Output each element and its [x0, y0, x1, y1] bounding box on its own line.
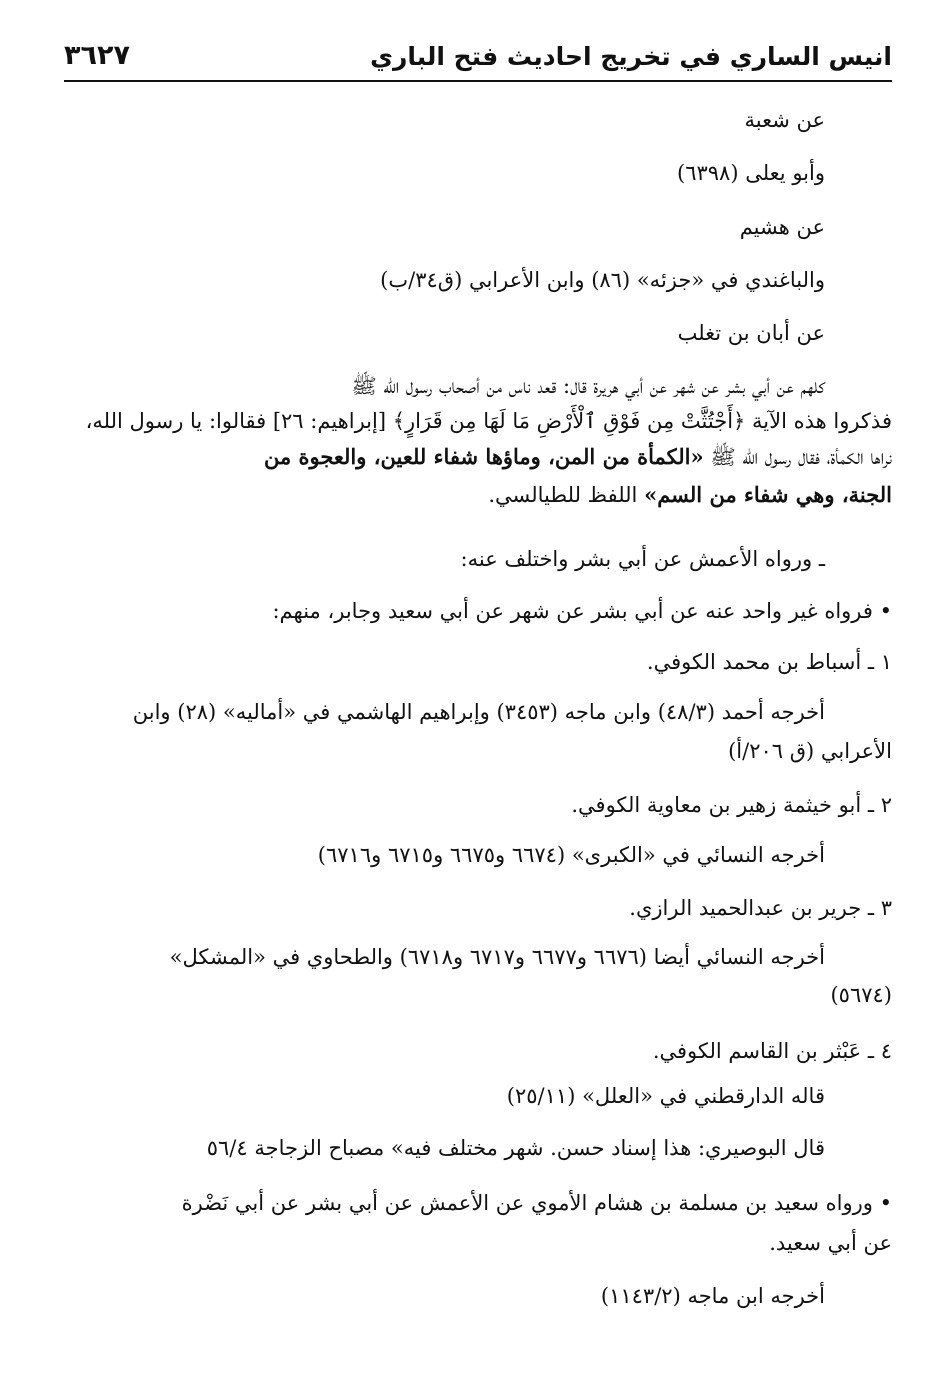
text-line: ١ ـ أسباط بن محمد الكوفي.	[646, 650, 892, 674]
text-line: كلهم عن أبي بشر عن شهر عن أبي هريرة قال: قعد ناس من أصحاب رسول الله ﷺ	[351, 374, 825, 398]
text-line: قاله الدارقطني في «العلل» (٢٥/١١)	[506, 1084, 825, 1108]
text-line: الأعرابي (ق ٢٠٦/أ)	[728, 739, 892, 763]
hadith-text: «الكمأة من المن، وماؤها شفاء للعين، والعجوة من	[263, 444, 704, 469]
text-line: عن أبي سعيد.	[769, 1231, 892, 1255]
text-segment: نراها الكمأة، فقال رسول الله ﷺ	[710, 445, 892, 469]
text-segment: اللفظ للطيالسي.	[488, 483, 638, 507]
text-line: • فرواه غير واحد عنه عن أبي بشر عن شهر عن أبي سعيد وجابر، منهم:	[272, 599, 892, 623]
text-line	[488, 480, 892, 510]
text-line: عن هشيم	[739, 215, 825, 239]
text-line: ٣ ـ جرير بن عبدالحميد الرازي.	[629, 896, 892, 920]
page-header	[64, 40, 892, 82]
text-line: عن أبان بن تغلب	[677, 321, 825, 345]
text-line: أخرجه النسائي أيضا (٦٦٧٦ و٦٦٧٧ و٦٧١٧ و٦٧١٨) والطحاوي في «المشكل»	[169, 945, 825, 969]
text-line: فذكروا هذه الآية ﴿أَجْتُثَّتْ مِن فَوْقِ ٱلْأَرْضِ مَا لَهَا مِن قَرَارٍ﴾ [إبراهيم: ٢٦] فقالوا: يا رسول الله،	[85, 409, 892, 433]
text-line: ـ ورواه الأعمش عن أبي بشر واختلف عنه:	[460, 547, 825, 571]
text-line: (٥٦٧٤)	[830, 983, 892, 1007]
text-line: والباغندي في «جزئه» (٨٦) وابن الأعرابي (ق٣٤/ب)	[380, 268, 825, 292]
text-line: أخرجه ابن ماجه (١١٤٣/٢)	[600, 1284, 825, 1308]
text-line: ٢ ـ أبو خيثمة زهير بن معاوية الكوفي.	[571, 793, 892, 817]
text-line: ٤ ـ عَبْثر بن القاسم الكوفي.	[652, 1039, 892, 1063]
text-line	[264, 442, 892, 472]
text-line: • ورواه سعيد بن مسلمة بن هشام الأموي عن الأعمش عن أبي بشر عن أبي نَضْرة	[181, 1191, 892, 1215]
hadith-text: الجنة، وهي شفاء من السم»	[644, 482, 892, 507]
running-title: انيس الساري في تخريج احاديث فتح الباري	[370, 42, 892, 71]
text-line: أخرجه النسائي في «الكبرى» (٦٦٧٤ و٦٦٧٥ و٦٧١٥ و٦٧١٦)	[317, 843, 825, 867]
text-line: أخرجه أحمد (٤٨/٣) وابن ماجه (٣٤٥٣) وإبراهيم الهاشمي في «أماليه» (٢٨) وابن	[132, 700, 825, 724]
text-line: قال البوصيري: هذا إسناد حسن. شهر مختلف فيه» مصباح الزجاجة ٥٦/٤	[206, 1136, 825, 1160]
text-line: وأبو يعلى (٦٣٩٨)	[677, 161, 825, 185]
page-number: ٣٦٢٧	[64, 40, 130, 71]
text-line: عن شعبة	[744, 108, 825, 132]
